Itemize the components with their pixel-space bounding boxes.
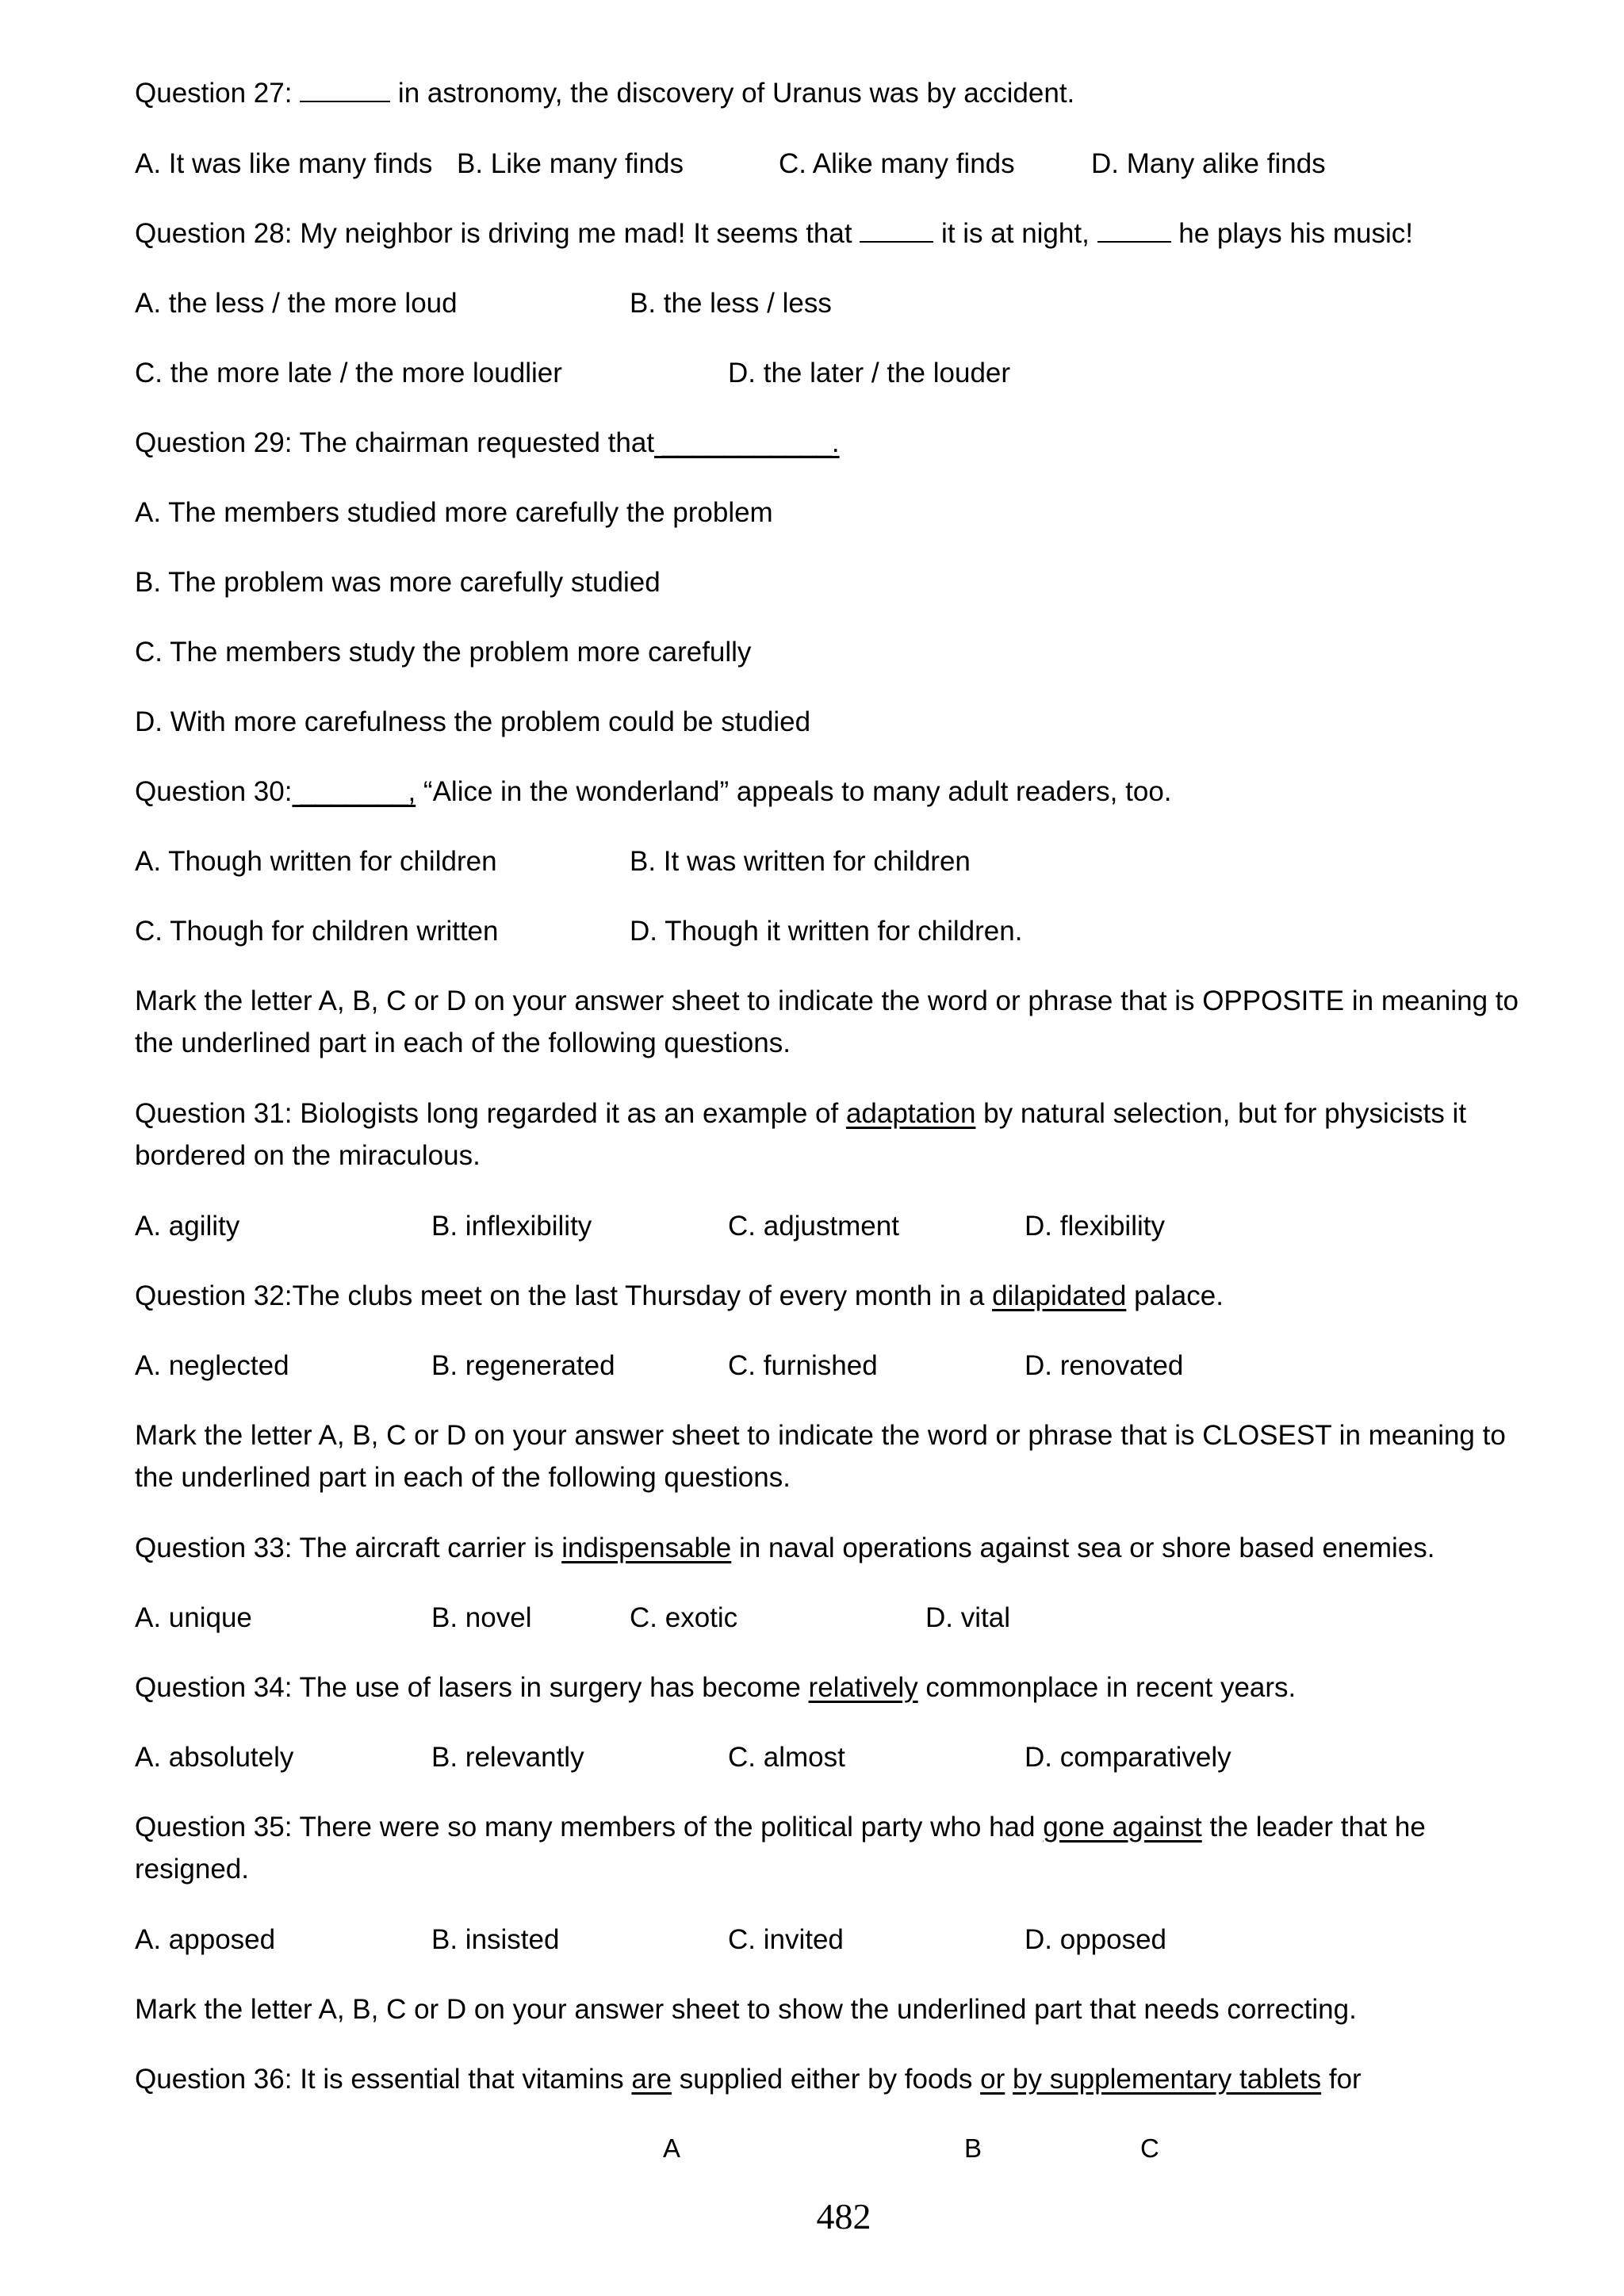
question-32-options	[135, 1345, 1184, 1387]
question-text: by natural selection, but for physicists it bordered on the miraculous.	[135, 1098, 1467, 1171]
question-35-stem	[135, 1806, 1546, 1890]
answer-blank	[1097, 215, 1171, 243]
answer-blank	[300, 75, 390, 102]
underlined-word: relatively	[808, 1672, 918, 1703]
underlined-part-b: or	[980, 2064, 1005, 2095]
question-label: Question 29: The chairman requested that	[135, 427, 655, 458]
question-text: in naval operations against sea or shore based enemies.	[731, 1533, 1435, 1563]
option-b: B. inflexibility	[431, 1211, 592, 1242]
option-a: A. agility	[135, 1211, 240, 1242]
option-b: B. The problem was more carefully studied	[135, 567, 661, 598]
answer-blank: ___________.	[654, 427, 840, 458]
question-label: Question 27:	[135, 78, 293, 109]
question-text: supplied either by foods	[672, 2064, 981, 2095]
question-27-stem	[135, 72, 1074, 114]
option-d: D. the later / the louder	[728, 358, 1011, 388]
question-33-options	[135, 1597, 1010, 1639]
option-a: A. It was like many finds	[135, 148, 433, 179]
question-text: Question 32:The clubs meet on the last Thursday of every month in a	[135, 1280, 993, 1311]
option-a: A. absolutely	[135, 1742, 294, 1773]
question-text: it is at night,	[933, 218, 1090, 249]
option-b: B. novel	[431, 1602, 532, 1633]
question-text: the leader that he resigned.	[135, 1812, 1426, 1885]
instruction-closest: Mark the letter A, B, C or D on your answer sheet to indicate the word or phrase that is CLOSEST in meaning to the underlined part in each of the following questions.	[135, 1420, 1506, 1493]
option-c: C. Alike many finds	[779, 148, 1015, 179]
question-33-stem	[135, 1527, 1434, 1569]
option-c: C. The members study the problem more carefully	[135, 637, 752, 668]
option-c: C. Though for children written	[135, 916, 499, 947]
option-a: A. unique	[135, 1602, 252, 1633]
option-c: C. invited	[728, 1924, 844, 1955]
option-c: C. almost	[728, 1742, 845, 1773]
option-d: D. Many alike finds	[1091, 148, 1326, 179]
instruction-opposite: Mark the letter A, B, C or D on your answer sheet to indicate the word or phrase that is OPPOSITE in meaning to the underlined part in each of the following questions.	[135, 985, 1519, 1058]
option-a: A. Though written for children	[135, 846, 497, 877]
option-d: D. vital	[925, 1602, 1010, 1633]
answer-blank: _______,	[292, 776, 416, 807]
question-31-stem	[135, 1093, 1546, 1177]
question-label: Question 28: My neighbor is driving me mad! It seems that	[135, 218, 852, 249]
option-b: B. relevantly	[431, 1742, 584, 1773]
question-text: Question 35: There were so many members of the political party who had	[135, 1812, 1044, 1843]
option-d: D. comparatively	[1025, 1742, 1231, 1773]
answer-blank	[860, 215, 933, 243]
option-d: D. renovated	[1025, 1350, 1184, 1381]
question-30-stem	[135, 771, 1172, 813]
question-text	[1005, 2064, 1013, 2095]
option-c: C. furnished	[728, 1350, 878, 1381]
underlined-part-c: by supplementary tablets	[1013, 2064, 1322, 2095]
option-d: D. flexibility	[1025, 1211, 1165, 1242]
question-28-options-row-2	[135, 352, 1011, 394]
instruction-correcting: Mark the letter A, B, C or D on your answer sheet to show the underlined part that needs correcting.	[135, 1994, 1357, 2025]
question-29-stem	[135, 422, 840, 464]
option-c: C. the more late / the more loudlier	[135, 358, 562, 388]
underlined-word: dilapidated	[992, 1280, 1127, 1311]
question-30-options-row-2	[135, 910, 1023, 952]
question-32-stem	[135, 1275, 1224, 1317]
question-text: for	[1321, 2064, 1362, 2095]
option-c: C. exotic	[630, 1602, 738, 1633]
question-34-stem	[135, 1667, 1296, 1709]
question-36-stem	[135, 2058, 1362, 2100]
question-34-options	[135, 1736, 1231, 1778]
option-a: A. The members studied more carefully the problem	[135, 497, 773, 528]
page-number: 482	[816, 2196, 871, 2237]
option-a: A. apposed	[135, 1924, 276, 1955]
option-b: B. the less / less	[630, 288, 832, 319]
underlined-word: gone against	[1043, 1812, 1202, 1843]
question-35-options	[135, 1919, 1167, 1961]
question-text: he plays his music!	[1170, 218, 1413, 249]
option-d: D. Though it written for children.	[630, 916, 1023, 947]
part-label-a: A	[663, 2133, 681, 2163]
option-a: A. neglected	[135, 1350, 289, 1381]
question-text: palace.	[1126, 1280, 1224, 1311]
option-b: B. It was written for children	[630, 846, 971, 877]
option-d: D. opposed	[1025, 1924, 1167, 1955]
question-28-options-row-1	[135, 282, 832, 324]
question-text: “Alice in the wonderland” appeals to many adult readers, too.	[416, 776, 1172, 807]
question-text: in astronomy, the discovery of Uranus was by accident.	[390, 78, 1075, 109]
question-text: Question 33: The aircraft carrier is	[135, 1533, 562, 1563]
question-label: Question 30:	[135, 776, 293, 807]
underlined-word: indispensable	[561, 1533, 732, 1563]
option-a: A. the less / the more loud	[135, 288, 458, 319]
underlined-part-a: are	[631, 2064, 672, 2095]
question-text: commonplace in recent years.	[917, 1672, 1297, 1703]
option-d: D. With more carefulness the problem could be studied	[135, 706, 811, 737]
option-c: C. adjustment	[728, 1211, 899, 1242]
underlined-word: adaptation	[845, 1098, 976, 1129]
question-27-options	[135, 143, 1326, 185]
part-label-b: B	[964, 2133, 982, 2163]
question-28-stem	[135, 212, 1413, 254]
question-text: Question 31: Biologists long regarded it as an example of	[135, 1098, 846, 1129]
question-31-options	[135, 1205, 1165, 1247]
option-b: B. Like many finds	[457, 148, 684, 179]
question-text: Question 34: The use of lasers in surgery has become	[135, 1672, 809, 1703]
option-b: B. regenerated	[431, 1350, 615, 1381]
question-30-options-row-1	[135, 840, 971, 882]
option-b: B. insisted	[431, 1924, 560, 1955]
part-label-c: C	[1140, 2133, 1159, 2163]
question-text: Question 36: It is essential that vitamins	[135, 2064, 632, 2095]
